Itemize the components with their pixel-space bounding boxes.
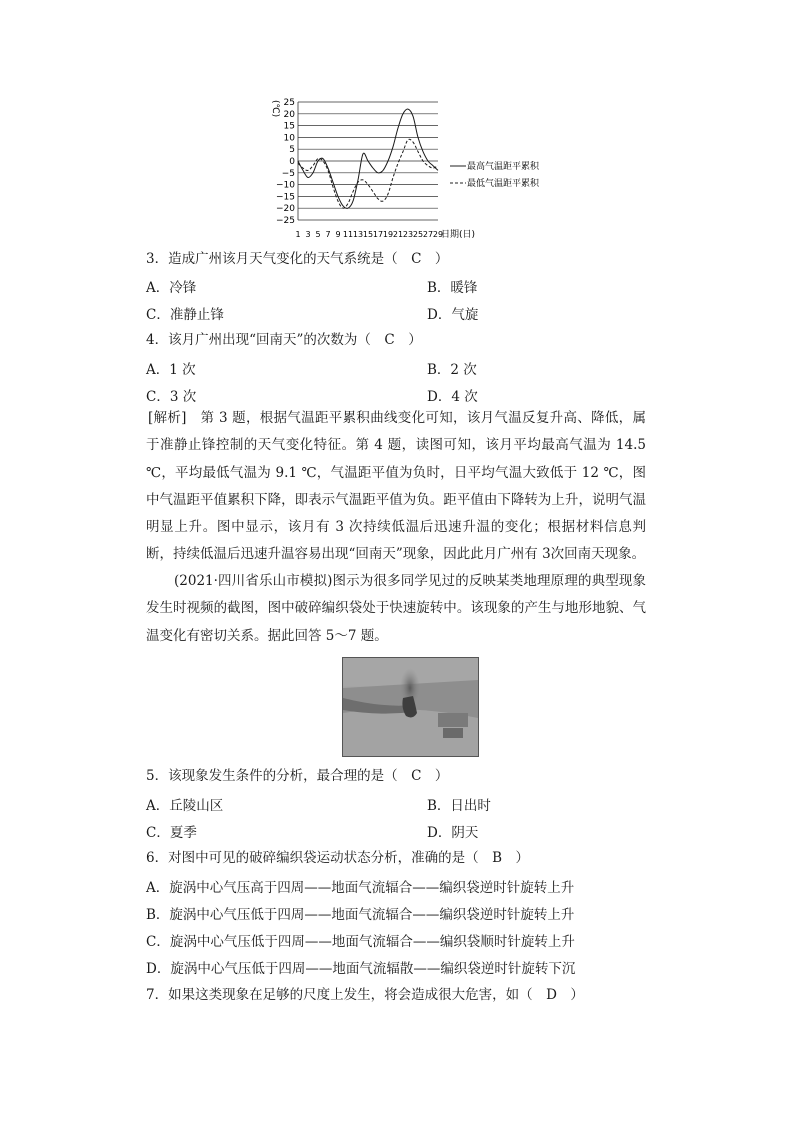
photo-scene	[343, 658, 478, 756]
x-tick-label: 19	[382, 230, 394, 239]
question-6: 6．对图中可见的破碎编织袋运动状态分析，准确的是（ B ）	[146, 850, 530, 866]
x-tick-label: 29	[432, 230, 444, 239]
x-tick-label: 9	[335, 230, 341, 239]
q4-option-c: C．3 次	[146, 389, 197, 405]
temperature-anomaly-chart	[260, 92, 560, 242]
y-axis-label: (℃)	[270, 100, 280, 118]
x-tick-label: 21	[392, 230, 404, 239]
q4-option-b: B．2 次	[427, 362, 477, 378]
y-tick-label: −25	[276, 216, 295, 226]
legend	[450, 160, 540, 189]
q4-option-d: D．4 次	[427, 389, 478, 405]
x-tick-label: 5	[315, 230, 321, 239]
x-tick-label: 17	[372, 230, 384, 239]
y-tick-label: 0	[289, 157, 295, 167]
x-tick-labels	[295, 230, 443, 239]
q3-option-a: A．冷锋	[146, 280, 197, 296]
q5-option-a: A．丘陵山区	[146, 798, 224, 814]
analysis-paragraph: [解析] 第 3 题，根据气温距平累积曲线变化可知，该月气温反复升高、降低，属于准静止锋控制的天气变化特征。第 4 题，读图可知，该月平均最高气温为 14.5 ℃，平均最低气温为 9.1 ℃，气温距平值为负时，日平均气温大致低于 12 ℃，图中气温距平值累积下降，即表示气温距平值为负。距平值由下降转为上升，说明气温明显上升。图中显示，该月有 3 次持续低温后迅速升温的变化；根据材料信息判断，持续低温后迅速升温容易出现“回南天”现象，因此此月广州有 3次回南天现象。	[146, 410, 646, 563]
series-line-max-temp	[298, 109, 438, 208]
x-tick-label: 25	[412, 230, 424, 239]
q6-option-c: C．旋涡中心气压低于四周——地面气流辐合——编织袋顺时针旋转上升	[146, 934, 575, 950]
q6-option-b: B．旋涡中心气压低于四周——地面气流辐合——编织袋逆时针旋转上升	[146, 907, 575, 923]
y-tick-label: 25	[283, 98, 295, 108]
intro-paragraph: (2021·四川省乐山市模拟)图示为很多同学见过的反映某类地理原理的典型现象发生时视频的截图，图中破碎编织袋处于快速旋转中。该现象的产生与地形地貌、气温变化有密切关系。据此回答 5～7 题。	[146, 573, 646, 644]
y-tick-labels	[276, 98, 295, 226]
q5-option-d: D．阴天	[427, 825, 479, 841]
x-tick-label: 23	[402, 230, 414, 239]
y-tick-label: −20	[276, 204, 295, 215]
y-tick-label: 20	[283, 109, 295, 120]
chart-lines	[298, 109, 438, 208]
q3-option-b: B．暖锋	[427, 280, 478, 296]
x-tick-label: 13	[352, 230, 364, 239]
y-tick-label: 15	[283, 121, 295, 132]
x-tick-label: 1	[295, 230, 301, 239]
q3-option-c: C．准静止锋	[146, 307, 224, 323]
y-tick-label: 10	[283, 133, 295, 144]
legend-label-max: 最高气温距平累积	[467, 162, 540, 172]
question-7: 7．如果这类现象在足够的尺度上发生，将会造成很大危害，如（ D ）	[146, 987, 584, 1003]
y-tick-label: −10	[276, 180, 295, 191]
y-tick-label: −15	[276, 192, 295, 203]
x-tick-label: 7	[325, 230, 331, 239]
question-4: 4．该月广州出现“回南天”的次数为（ C ）	[146, 332, 422, 348]
question-3: 3．造成广州该月天气变化的天气系统是（ C ）	[146, 251, 449, 267]
y-tick-label: −5	[281, 168, 295, 179]
y-tick-label: 5	[289, 145, 295, 156]
x-tick-label: 11	[342, 230, 354, 239]
x-axis-label: 日期(日)	[441, 230, 476, 240]
dust-devil-photo	[342, 657, 479, 757]
legend-label-min: 最低气温距平累积	[467, 179, 540, 189]
x-tick-label: 15	[362, 230, 374, 239]
series-line-min-temp	[298, 139, 438, 208]
x-tick-label: 27	[422, 230, 434, 239]
q6-option-a: A．旋涡中心气压高于四周——地面气流辐合——编织袋逆时针旋转上升	[146, 880, 575, 896]
x-tick-label: 3	[305, 230, 311, 239]
q5-option-b: B．日出时	[427, 798, 491, 814]
q3-option-d: D．气旋	[427, 307, 479, 323]
question-5: 5．该现象发生条件的分析，最合理的是（ C ）	[146, 768, 449, 784]
q4-option-a: A．1 次	[146, 362, 196, 378]
q6-option-d: D．旋涡中心气压低于四周——地面气流辐散——编织袋逆时针旋转下沉	[146, 961, 576, 977]
q5-option-c: C．夏季	[146, 825, 197, 841]
